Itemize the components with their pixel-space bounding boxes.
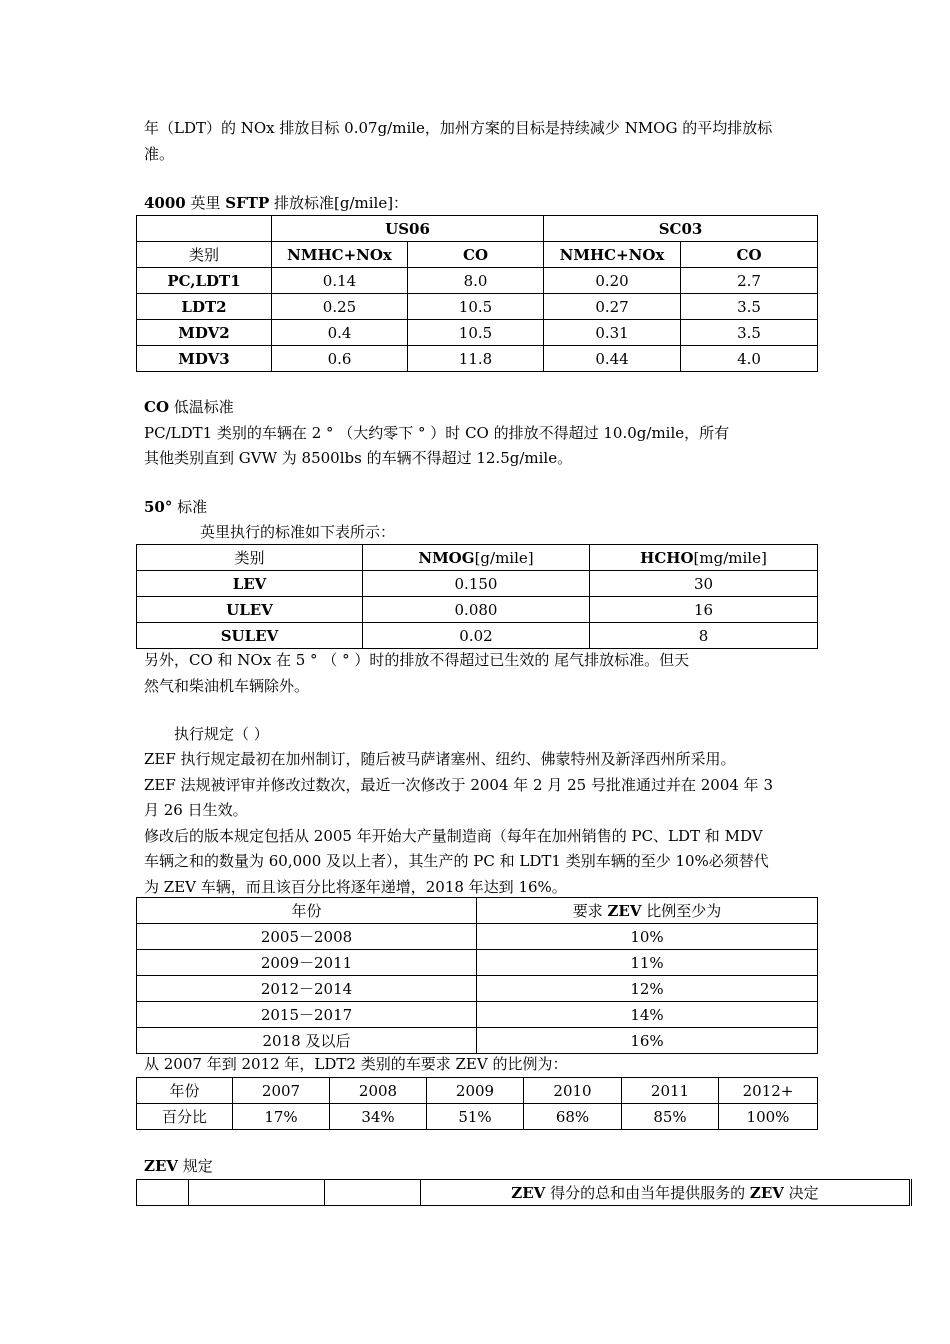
zev-req-post: 比例至少为 [641,901,722,920]
zev-col-requirement [477,898,818,924]
table-cell: 2005－2008 [137,924,477,950]
sftp-title-distance: 4000 [144,194,186,212]
zev-req-pre: 要求 [572,901,608,920]
zev-exec-p2-line-3: 为 ZEV 车辆，而且该百分比将逐年递增，2018 年达到 16%。 [144,877,567,896]
table-cell: 0.02 [363,623,590,649]
table-row [137,545,818,571]
table-cell: 16 [590,597,818,623]
table-cell: 85% [622,1104,719,1130]
table-cell: 2012－2014 [137,976,477,1002]
zev-rules-cell [421,1180,911,1206]
table-row [137,571,818,597]
fifty-note [144,648,816,699]
table-cell: 3.5 [681,294,818,320]
zev-exec-p1-line-2: ZEF 法规被评审并修改过数次，最近一次修改于 2004 年 2 月 25 号批准通过并在 2004 年 3 [144,775,773,794]
table-cell: 2018 及以后 [137,1028,477,1054]
sftp-col-sc-co: CO [681,242,818,268]
sftp-title-rest: 排放标准[g/mile]： [269,194,409,212]
nmog-label: NMOG [418,548,475,567]
table-cell: 8.0 [408,268,544,294]
table-cell: 10.5 [408,294,544,320]
table-row [137,1002,818,1028]
table-cell: 17% [233,1104,330,1130]
sftp-col-us-nmhc: NMHC+NOx [272,242,408,268]
zev-rules-table [136,1179,912,1206]
fifty-subtitle: 英里执行的标准如下表所示： [200,523,396,541]
table-cell [137,216,272,242]
table-cell: 11% [477,950,818,976]
zev-rules-title [144,1154,816,1180]
fifty-section-title [144,495,816,521]
fifty-col-nmog [363,545,590,571]
ldt2-table [136,1077,818,1130]
ldt2-intro: 从 2007 年到 2012 年，LDT2 类别的车要求 ZEV 的比例为： [144,1055,568,1073]
zev-req-bold: ZEV [607,901,642,920]
sftp-title [144,191,816,217]
nmog-unit: [g/mile] [474,548,534,567]
zev-rules-title-rest: 规定 [178,1157,213,1175]
fifty-note-line-1: 另外，CO 和 NOx 在 5 ° （ ° ）时的排放不得超过已生效的 尾气排放标准。但天 [144,651,690,669]
fifty-col-hcho [590,545,818,571]
table-row [137,346,818,372]
fifty-title-rest: 标准 [172,498,208,516]
table-cell [189,1180,325,1206]
table-row [137,294,818,320]
co-low-temp-title [144,398,234,416]
table-row [137,1104,818,1130]
table-row [137,242,818,268]
sftp-col-sc-nmhc: NMHC+NOx [544,242,681,268]
table-cell: 11.8 [408,346,544,372]
row-category: MDV2 [137,320,272,346]
zev-cell-bold-2: ZEV [749,1183,784,1202]
zev-exec-title: 执行规定（ ） [174,725,269,743]
intro-paragraph [144,116,816,167]
sftp-table [136,215,818,372]
table-cell: 0.150 [363,571,590,597]
zev-cell-mid: 得分的总和由当年提供服务的 [545,1183,750,1202]
row-category: ULEV [137,597,363,623]
row-category: MDV3 [137,346,272,372]
zev-col-year: 年份 [137,898,477,924]
table-row [137,898,818,924]
table-cell: 16% [477,1028,818,1054]
table-cell: 12% [477,976,818,1002]
table-cell: 0.4 [272,320,408,346]
row-category: LEV [137,571,363,597]
sftp-group-us06: US06 [272,216,544,242]
table-cell [325,1180,421,1206]
intro-line-2: 准。 [144,144,175,163]
co-title-rest: 低温标准 [169,398,234,416]
zev-percentage-table [136,897,818,1054]
zev-exec-paragraph [144,747,816,900]
table-row [137,1078,818,1104]
row-category: PC,LDT1 [137,268,272,294]
table-cell: 2009－2011 [137,950,477,976]
table-cell: 0.14 [272,268,408,294]
table-cell: 0.080 [363,597,590,623]
table-row [137,950,818,976]
table-cell: 0.20 [544,268,681,294]
ldt2-row-label-year: 年份 [137,1078,233,1104]
table-row [137,1028,818,1054]
zev-exec-p2-line-1: 修改后的版本规定包括从 2005 年开始大产量制造商（每年在加州销售的 PC、LDT 和 MDV [144,826,763,845]
sftp-title-unit: 英里 [185,194,226,212]
intro-line-1: 年（LDT）的 NOx 排放目标 0.07g/mile，加州方案的目标是持续减少 NMOG 的平均排放标 [144,119,773,137]
table-cell: 14% [477,1002,818,1028]
table-cell: 2007 [233,1078,330,1104]
co-low-temp-line-2: 其他类别直到 GVW 为 8500lbs 的车辆不得超过 12.5g/mile。 [144,449,573,467]
table-cell: 34% [330,1104,427,1130]
table-cell: 30 [590,571,818,597]
table-row [137,320,818,346]
table-cell: 10% [477,924,818,950]
table-row [137,623,818,649]
sftp-group-sc03: SC03 [544,216,818,242]
table-cell: 4.0 [681,346,818,372]
table-cell: 8 [590,623,818,649]
table-row [137,1180,911,1206]
fifty-col-category: 类别 [137,545,363,571]
hcho-label: HCHO [640,548,694,567]
table-cell: 2008 [330,1078,427,1104]
co-title-bold: CO [144,398,170,416]
table-cell: 0.6 [272,346,408,372]
co-low-temp-line-1: PC/LDT1 类别的车辆在 2 ° （大约零下 ° ）时 CO 的排放不得超过 10.0g/mile，所有 [144,423,730,442]
zev-exec-p1-line-1: ZEF 执行规定最初在加州制订，随后被马萨诸塞州、纽约、佛蒙特州及新泽西州所采用。 [144,750,736,768]
table-cell: 68% [524,1104,622,1130]
table-cell: 2.7 [681,268,818,294]
table-row [137,597,818,623]
table-row [137,976,818,1002]
table-cell: 2010 [524,1078,622,1104]
zev-exec-p1-line-3: 月 26 日生效。 [144,801,248,819]
fifty-note-line-2: 然气和柴油机车辆除外。 [144,676,310,695]
table-cell: 0.27 [544,294,681,320]
zev-cell-bold-1: ZEV [511,1183,546,1202]
zev-exec-p2-line-2: 车辆之和的数量为 60,000 及以上者），其生产的 PC 和 LDT1 类别车辆的至少 10%必须替代 [144,852,769,870]
table-cell: 0.25 [272,294,408,320]
row-category: SULEV [137,623,363,649]
sftp-col-us-co: CO [408,242,544,268]
table-row [137,268,818,294]
table-cell: 2009 [427,1078,524,1104]
table-row [137,924,818,950]
table-cell: 3.5 [681,320,818,346]
table-cell: 0.31 [544,320,681,346]
zev-cell-rest: 决定 [783,1183,819,1202]
sftp-col-category: 类别 [137,242,272,268]
table-cell: 2011 [622,1078,719,1104]
fifty-table [136,544,818,649]
table-cell [137,1180,189,1206]
table-cell: 2015－2017 [137,1002,477,1028]
fifty-title-bold: 50° [144,498,173,516]
hcho-unit: [mg/mile] [693,548,767,567]
table-cell: 0.44 [544,346,681,372]
row-category: LDT2 [137,294,272,320]
ldt2-row-label-percent: 百分比 [137,1104,233,1130]
co-low-temp-section [144,395,816,472]
table-cell: 10.5 [408,320,544,346]
table-cell: 100% [719,1104,818,1130]
table-row [137,216,818,242]
zev-rules-title-bold: ZEV [144,1157,179,1175]
table-cell: 51% [427,1104,524,1130]
sftp-title-sftp: SFTP [225,194,270,212]
table-cell: 2012+ [719,1078,818,1104]
